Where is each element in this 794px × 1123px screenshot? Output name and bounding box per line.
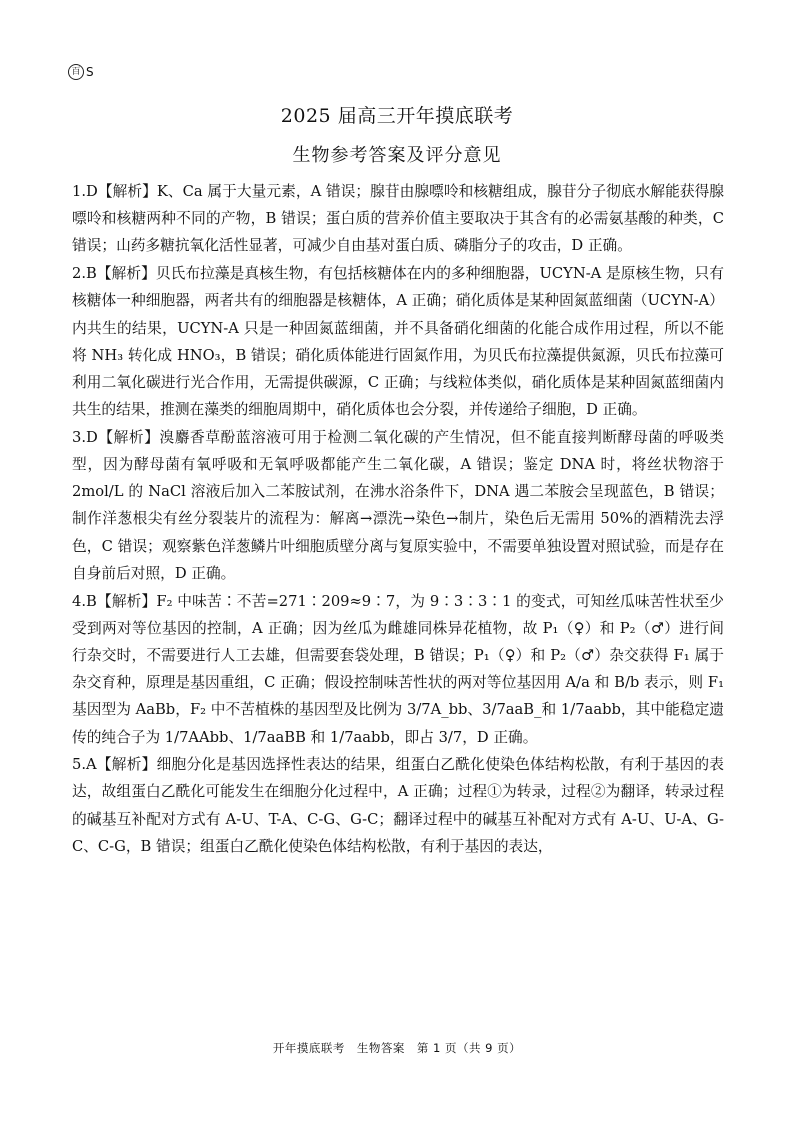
answer-item-1: 1.D【解析】K、Ca 属于大量元素，A 错误；腺苷由腺嘌呤和核糖组成，腺苷分子彻底水解能获得腺嘌呤和核糖两种不同的产物，B 错误；蛋白质的营养价值主要取决于其含有的必需氨基酸的种类，C 错误；山药多糖抗氧化活性显著，可减少自由基对蛋白质、磷脂分子的攻击，D 正确。	[72, 183, 724, 255]
page-subtitle: 生物参考答案及评分意见	[292, 145, 502, 166]
page-footer: 开年摸底联考 生物答案 第 1 页（共 9 页）	[272, 1041, 522, 1055]
publisher-logo	[68, 64, 94, 80]
answer-item-4: 4.B【解析】F₂ 中味苦∶不苦=271∶209≈9∶7，为 9∶3∶3∶1 的变式，可知丝瓜味苦性状至少受到两对等位基因的控制，A 正确；因为丝瓜为雌雄同株异花植物，故 P₁（♀）和 P₂（♂）进行间行杂交时，不需要进行人工去雄，但需要套袋处理，B 错误；P₁（♀）和 P₂（♂）杂交获得 F₁ 属于杂交育种，原理是基因重组，C 正确；假设控制味苦性状的两对等位基因用 A/a 和 B/b 表示，则 F₁ 基因型为 AaBb，F₂ 中不苦植株的基因型及比例为 3/7A_bb、3/7aaB_和 1/7aabb，其中能稳定遗传的纯合子为 1/7AAbb、1/7aaBB 和 1/7aabb，即占 3/7，D 正确。	[72, 592, 724, 746]
answer-item-3: 3.D【解析】溴麝香草酚蓝溶液可用于检测二氧化碳的产生情况，但不能直接判断酵母菌的呼吸类型，因为酵母菌有氧呼吸和无氧呼吸都能产生二氧化碳，A 错误；鉴定 DNA 时，将丝状物溶于 2mol/L 的 NaCl 溶液后加入二苯胺试剂，在沸水浴条件下，DNA 遇二苯胺会呈现蓝色，B 错误；制作洋葱根尖有丝分裂装片的流程为：解离→漂洗→染色→制片，染色后无需用 50%的酒精洗去浮色，C 错误；观察紫色洋葱鳞片叶细胞质壁分离与复原实验中，不需要单独设置对照试验，而是存在自身前后对照，D 正确。	[72, 428, 724, 582]
logo-circle-icon: 百	[68, 64, 84, 80]
logo-suffix: S	[86, 65, 94, 79]
page-title: 2025 届高三开年摸底联考	[280, 105, 514, 127]
answer-list	[72, 178, 724, 861]
answer-item-5: 5.A【解析】细胞分化是基因选择性表达的结果，组蛋白乙酰化使染色体结构松散，有利于基因的表达，故组蛋白乙酰化可能发生在细胞分化过程中，A 正确；过程①为转录，过程②为翻译，转录过程的碱基互补配对方式有 A-U、T-A、C-G、G-C；翻译过程中的碱基互补配对方式有 A-U、U-A、G-C、C-G，B 错误；组蛋白乙酰化使染色体结构松散，有利于基因的表达，	[72, 756, 724, 855]
answer-item-2: 2.B【解析】贝氏布拉藻是真核生物，有包括核糖体在内的多种细胞器，UCYN-A 是原核生物，只有核糖体一种细胞器，两者共有的细胞器是核糖体，A 正确；硝化质体是某种固氮蓝细菌（UCYN-A）内共生的结果，UCYN-A 只是一种固氮蓝细菌，并不具备硝化细菌的化能合成作用过程，所以不能将 NH₃ 转化成 HNO₃，B 错误；硝化质体能进行固氮作用，为贝氏布拉藻提供氮源，贝氏布拉藻可利用二氧化碳进行光合作用，无需提供碳源，C 正确；与线粒体类似，硝化质体是某种固氮蓝细菌内共生的结果，推测在藻类的细胞周期中，硝化质体也会分裂，并传递给子细胞，D 正确。	[72, 265, 724, 419]
